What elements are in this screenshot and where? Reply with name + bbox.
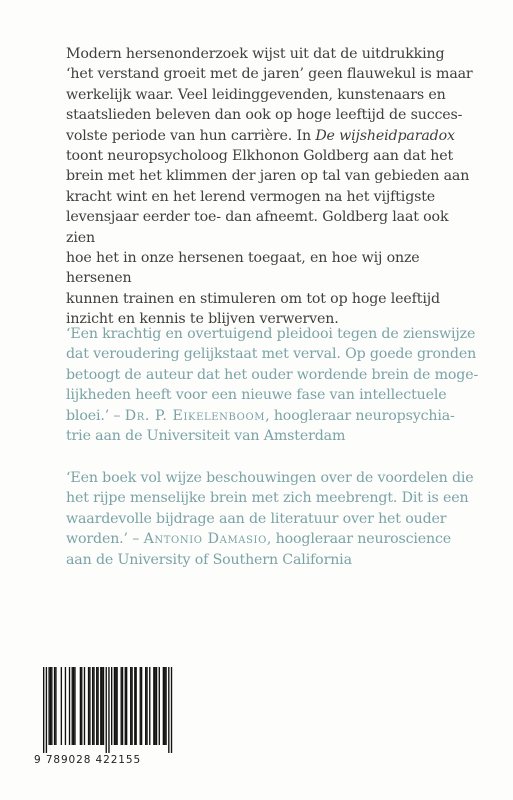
quote-line: waardevolle bijdrage aan de literatuur over het ouder	[66, 510, 447, 527]
quote-author: Antonio Damasio	[143, 531, 267, 548]
review-quote-damasio	[66, 468, 491, 570]
barcode-bar	[146, 667, 147, 745]
barcode-bar	[101, 667, 102, 745]
barcode-bar	[51, 667, 52, 745]
review-quote-eikelenboom	[66, 324, 491, 446]
barcode-bar	[145, 667, 146, 745]
quote-line: het rijpe menselijke brein met zich meebrengt. Dit is een	[66, 490, 469, 507]
barcode-bar	[125, 667, 126, 745]
barcode-bar	[93, 667, 94, 745]
blurb-line: staatslieden beleven dan ook op hoge leeftijd de succes-	[66, 107, 463, 124]
barcode-bar	[159, 667, 160, 745]
barcode-bar	[111, 667, 112, 745]
barcode-bar	[100, 667, 101, 745]
barcode-bar	[74, 667, 75, 745]
barcode-bar	[116, 667, 117, 745]
barcode-guard-bar	[171, 667, 172, 753]
barcode-bar	[89, 667, 90, 745]
blurb-line: werkelijk waar. Veel leidinggevenden, kunstenaars en	[66, 86, 446, 103]
blurb-line: levensjaar eerder toe- dan afneemt. Goldberg laat ook zien	[66, 209, 449, 246]
barcode-bar	[149, 667, 150, 745]
barcode-bar	[156, 667, 157, 745]
barcode-bar	[163, 667, 164, 745]
barcode-bar	[65, 667, 66, 745]
barcode-bars	[36, 667, 176, 753]
book-title: De wijsheidparadox	[315, 127, 455, 144]
barcode-bar	[155, 667, 156, 745]
blurb-line: brein met het klimmen der jaren op tal van gebieden aan	[66, 168, 470, 185]
barcode-bar	[140, 667, 141, 745]
barcode-guard-bar	[43, 667, 44, 753]
quote-author-role: , hoogleraar neuropsychia-	[265, 407, 455, 424]
back-cover-blurb	[66, 44, 476, 330]
blurb-line: inzicht en kennis te blijven verwerven.	[66, 311, 339, 328]
barcode-bar	[121, 667, 122, 745]
quote-line: worden.’ –	[66, 531, 144, 548]
blurb-line: kracht wint en het lerend vermogen na het vijftigste	[66, 188, 436, 205]
barcode-bar	[134, 667, 135, 745]
barcode-bar	[153, 667, 154, 745]
barcode-guard-bar	[46, 667, 47, 753]
barcode-bar	[165, 667, 166, 745]
quote-author-role: trie aan de Universiteit van Amsterdam	[66, 428, 346, 445]
blurb-line: hoe het in onze hersenen toegaat, en hoe wij onze hersenen	[66, 250, 420, 287]
barcode-guard-bar	[108, 667, 109, 753]
barcode-bar	[141, 667, 142, 745]
barcode-bar	[61, 667, 62, 745]
barcode-bar	[48, 667, 49, 745]
barcode-bar	[69, 667, 70, 745]
isbn-number: 9 789028 422155	[34, 754, 142, 766]
barcode-bar	[96, 667, 97, 745]
blurb-line: toont neuropsycholoog Elkhonon Goldberg aan dat het	[66, 148, 454, 165]
quote-attribution-line	[66, 406, 491, 426]
barcode-bar	[50, 667, 51, 745]
quote-line: dat veroudering gelijkstaat met verval. Op goede gronden	[66, 346, 477, 363]
blurb-line: Modern hersenonderzoek wijst uit dat de uitdrukking	[66, 46, 445, 62]
barcode-bar	[55, 667, 56, 745]
blurb-line: volste periode van hun carrière. In	[66, 127, 316, 144]
barcode-bar	[103, 667, 104, 745]
quote-author: Dr. P. Eikelenboom	[124, 407, 266, 424]
barcode-bar	[81, 667, 82, 745]
barcode-bar	[115, 667, 116, 745]
barcode-bar	[84, 667, 85, 745]
barcode-bar	[54, 667, 55, 745]
blurb-line-with-title	[66, 126, 476, 146]
barcode-bar	[122, 667, 123, 745]
quote-line: lijkheden heeft voor een nieuwe fase van intellectuele	[66, 387, 447, 404]
barcode-bar	[88, 667, 89, 745]
quote-author-role: , hoogleraar neuroscience	[266, 531, 452, 548]
quote-line: ‘Een krachtig en overtuigend pleidooi tegen de zienswijze	[66, 326, 476, 342]
blurb-line: kunnen trainen en stimuleren om tot op hoge leeftijd	[66, 290, 440, 307]
barcode-bar	[97, 667, 98, 745]
barcode-bar	[164, 667, 165, 745]
barcode-bar	[92, 667, 93, 745]
barcode-bar	[73, 667, 74, 745]
isbn-barcode	[36, 667, 176, 767]
barcode-bar	[130, 667, 131, 745]
barcode-guard-bar	[106, 667, 107, 753]
barcode-guard-bar	[168, 667, 169, 753]
barcode-bar	[114, 667, 115, 745]
barcode-bar	[131, 667, 132, 745]
quote-line: ‘Een boek vol wijze beschouwingen over de voordelen die	[66, 470, 474, 486]
blurb-line: ‘het verstand groeit met de jaren’ geen flauwekul is maar	[66, 66, 473, 83]
quote-line: bloei.’ –	[66, 407, 125, 424]
barcode-bar	[80, 667, 81, 745]
barcode-bar	[126, 667, 127, 745]
quote-line: betoogt de auteur dat het ouder wordende brein de moge-	[66, 366, 479, 383]
barcode-bar	[135, 667, 136, 745]
quote-author-role: aan de University of Southern California	[66, 551, 352, 568]
barcode-bar	[72, 667, 73, 745]
quote-attribution-line	[66, 529, 491, 549]
